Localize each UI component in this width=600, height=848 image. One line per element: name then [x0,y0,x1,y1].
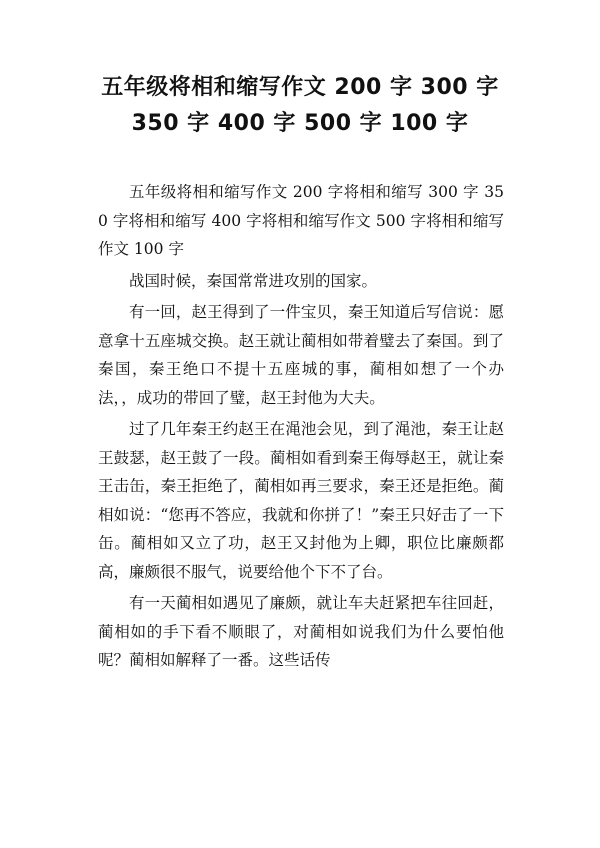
document-body [98,178,504,678]
paragraph-mianchi-meeting: 过了几年秦王约赵王在渑池会见，到了渑池，秦王让赵王鼓瑟，赵王鼓了一段。蔺相如看到秦王侮辱赵王，就让秦王击缶，秦王拒绝了，蔺相如再三要求，秦王还是拒绝。蔺相如说：“您再不答应，我就和你拼了！”秦王只好击了一下缶。蔺相如又立了功，赵王又封他为上卿，职位比廉颇都高，廉颇很不服气，说要给他个下不了台。 [98,420,504,581]
paragraph-jade-bi: 有一回，赵王得到了一件宝贝，秦王知道后写信说：愿意拿十五座城交换。赵王就让蔺相如带着璧去了秦国。到了秦国，秦王绝口不提十五座城的事，蔺相如想了一个办法，，成功的带回了璧，赵王封他为大夫。 [98,303,504,407]
paragraph-intro: 五年级将相和缩写作文 200 字将相和缩写 300 字 350 字将相和缩写 400 字将相和缩写作文 500 字将相和缩写作文 100 字 [98,183,504,258]
paragraph-lian-po: 有一天蔺相如遇见了廉颇，就让车夫赶紧把车往回赶，蔺相如的手下看不顺眼了，对蔺相如说我们为什么要怕他呢？蔺相如解释了一番。这些话传 [98,594,504,669]
title-line-1: 五年级将相和缩写作文 200 字 300 字 [101,75,499,100]
paragraph-warring-states: 战国时候，秦国常常进攻别的国家。 [129,271,378,290]
document-title [60,70,540,142]
title-line-2: 350 字 400 字 500 字 100 字 [131,111,469,136]
